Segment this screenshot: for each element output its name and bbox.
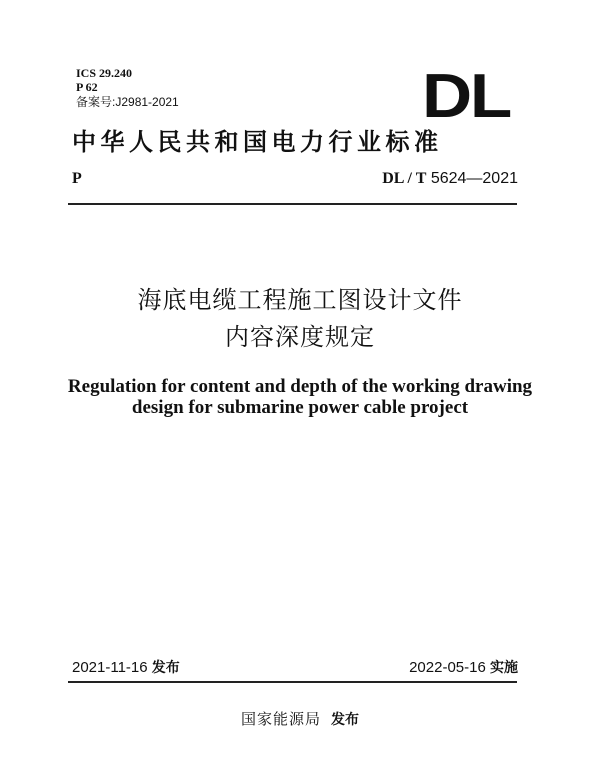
record-number [76,95,179,109]
implement-date-value: 2022-05-16 [409,659,486,676]
issue-date [72,657,180,677]
ics-code-text: ICS 29.240 [76,66,133,80]
issue-date-value: 2021-11-16 [72,659,148,676]
title-cn-line2: 内容深度规定 [225,323,375,351]
title-en-line1: Regulation for content and depth of the working drawing [67,376,533,397]
standard-number-value: 5624—2021 [430,170,518,187]
ics-code [76,66,132,80]
publisher [0,708,600,729]
implement-date [409,657,518,677]
issue-label: 发布 [151,660,180,676]
ccs-code-text: P 62 [76,80,98,94]
title-cn-line1: 海底电缆工程施工图设计文件 [137,286,463,314]
bottom-divider [68,681,517,683]
ccs-code [76,80,98,94]
standard-category: P [72,170,82,187]
implement-label: 实施 [490,660,518,676]
title-en-line2: design for submarine power cable project [131,397,469,418]
dl-logo: DL [422,62,511,131]
standard-name: 中华人民共和国电力行业标准 [72,128,443,156]
record-value: J2981-2021 [115,95,179,109]
top-divider [68,203,517,205]
standard-number [382,170,518,188]
record-label: 备案号: [76,95,116,109]
standard-number-prefix: DL / T [382,170,427,187]
publisher-verb: 发布 [331,712,359,728]
publisher-org: 国家能源局 [240,710,321,728]
